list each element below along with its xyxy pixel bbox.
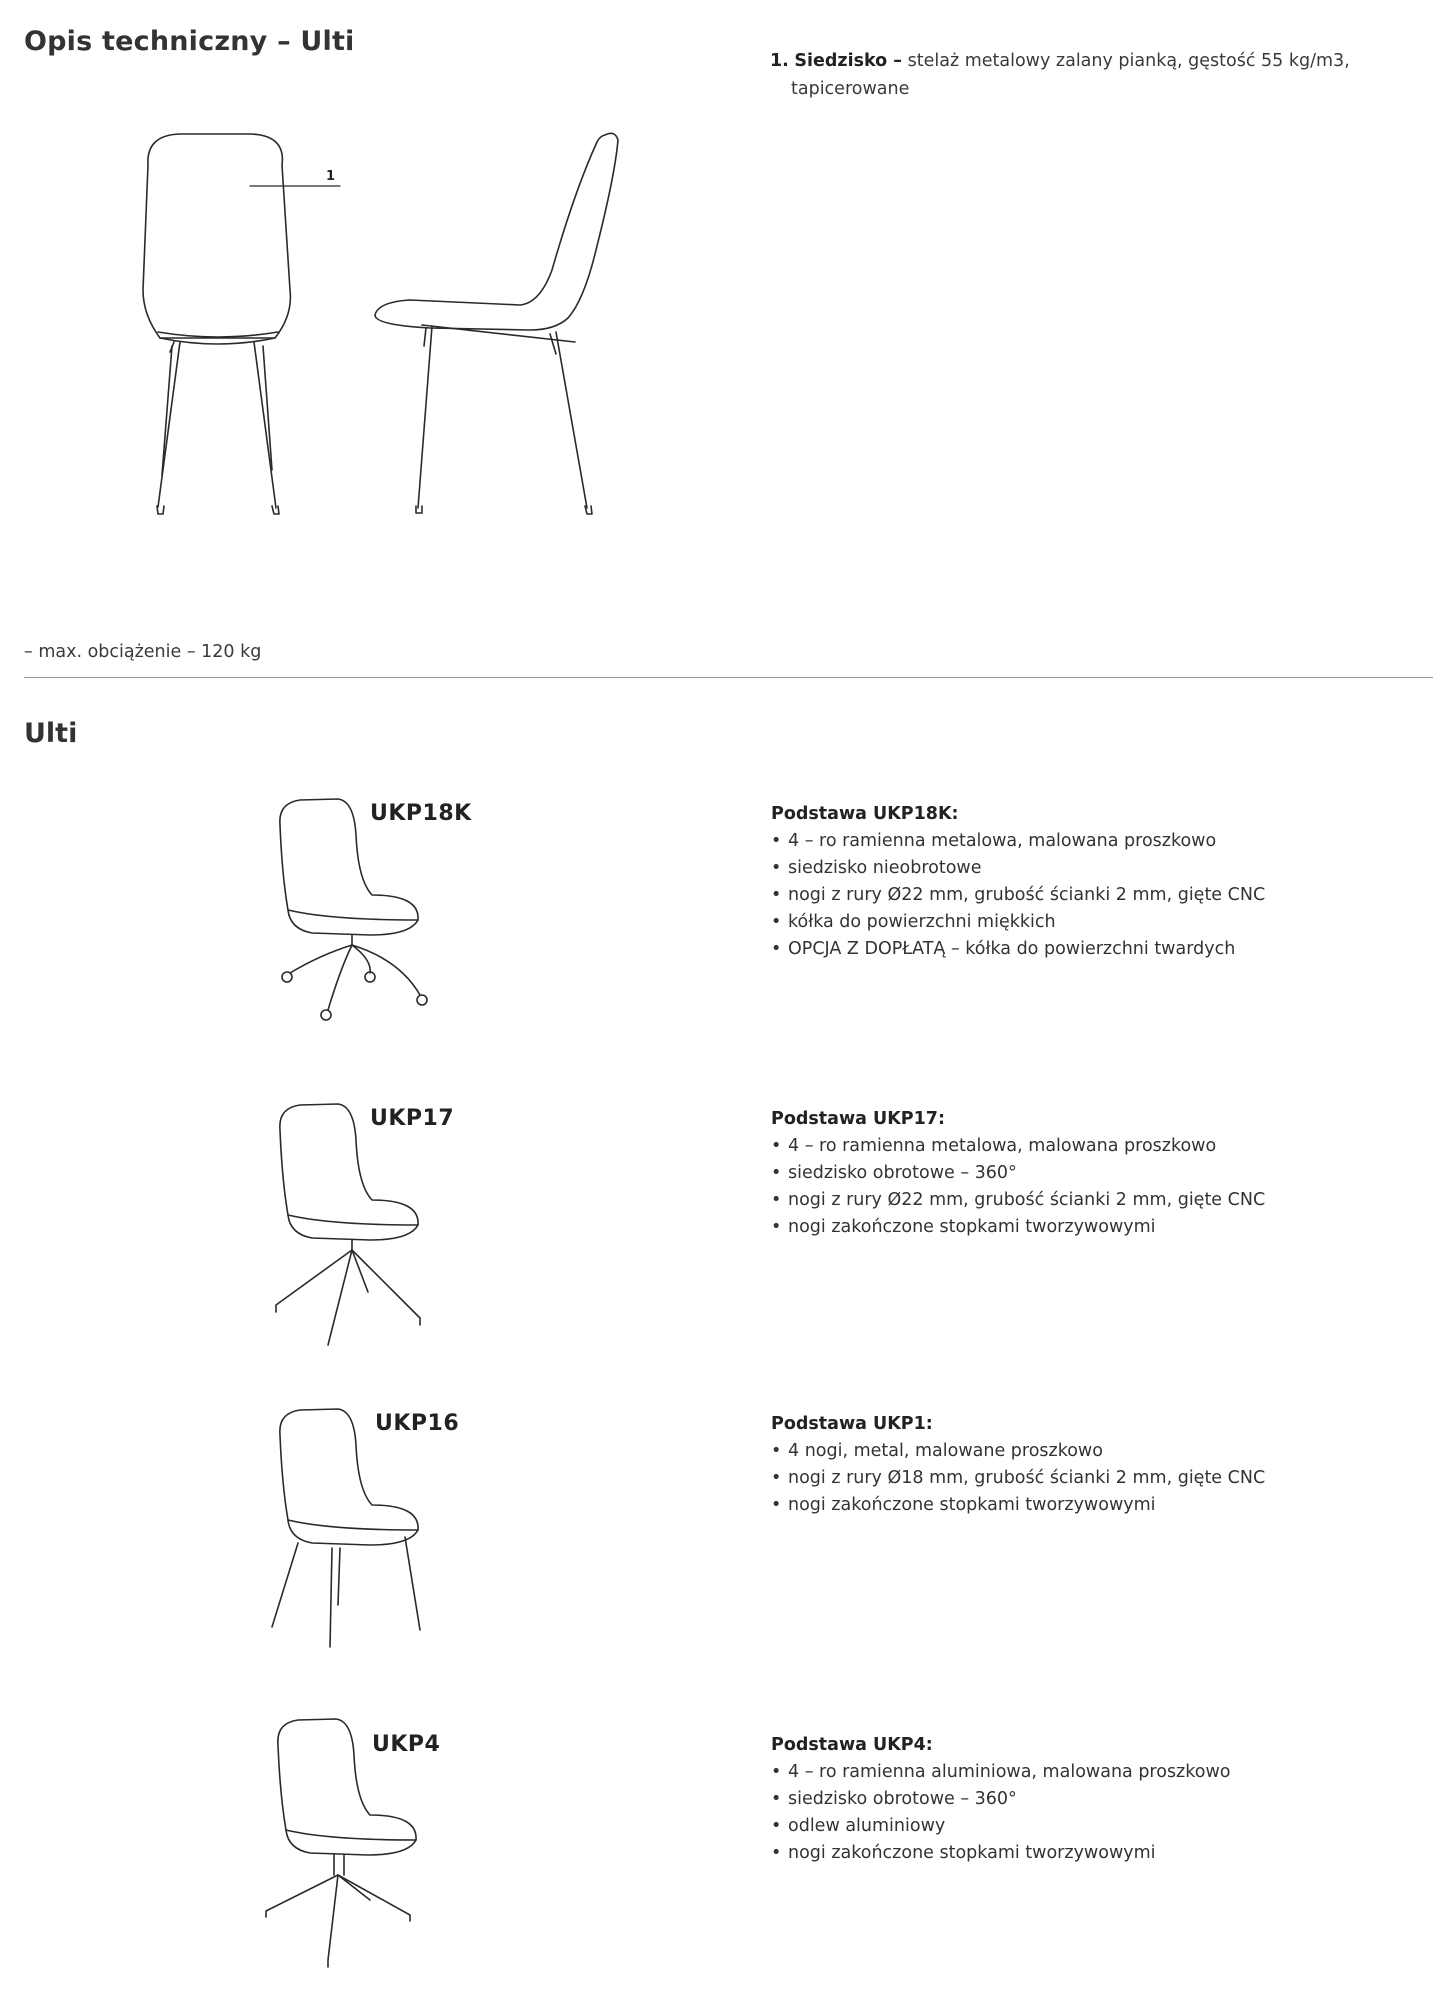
list-item: • nogi zakończone stopkami tworzywowymi	[771, 1840, 1230, 1867]
section-title: Ulti	[24, 718, 78, 749]
list-item: • nogi zakończone stopkami tworzywowymi	[771, 1214, 1265, 1241]
list-item: • siedzisko obrotowe – 360°	[771, 1786, 1230, 1813]
feature-list	[771, 1133, 1265, 1241]
model-ukp4-specs	[771, 1732, 1230, 1867]
chair-side-view	[375, 133, 618, 514]
feature-list	[771, 1438, 1265, 1519]
chair-ukp4-icon	[258, 1715, 478, 1980]
callout-label: 1	[326, 169, 336, 184]
list-item: • odlew aluminiowy	[771, 1813, 1230, 1840]
max-load-note: – max. obciążenie – 120 kg	[24, 642, 262, 662]
list-item: • 4 – ro ramienna metalowa, malowana proszkowo	[771, 1133, 1265, 1160]
list-item: • nogi zakończone stopkami tworzywowymi	[771, 1492, 1265, 1519]
spec-description: stelaż metalowy zalany pianką, gęstość 55 kg/m3,	[907, 51, 1350, 71]
model-code: UKP18K	[370, 801, 472, 826]
list-item: • 4 – ro ramienna aluminiowa, malowana proszkowo	[771, 1759, 1230, 1786]
base-title: Podstawa UKP4:	[771, 1735, 933, 1755]
section-divider	[24, 677, 1433, 678]
spec-part: Siedzisko –	[794, 51, 903, 71]
list-item: • OPCJA Z DOPŁATĄ – kółka do powierzchni twardych	[771, 936, 1265, 963]
model-ukp16-specs	[771, 1411, 1265, 1519]
base-title: Podstawa UKP18K:	[771, 804, 959, 824]
technical-drawing	[100, 120, 660, 530]
model-ukp4-figure	[258, 1715, 478, 1980]
spec-item-1	[770, 47, 1410, 103]
list-item: • 4 nogi, metal, malowane proszkowo	[771, 1438, 1265, 1465]
list-item: • 4 – ro ramienna metalowa, malowana proszkowo	[771, 828, 1265, 855]
list-item: • nogi z rury Ø22 mm, grubość ścianki 2 mm, gięte CNC	[771, 1187, 1265, 1214]
model-code: UKP4	[372, 1732, 441, 1757]
list-item: • siedzisko obrotowe – 360°	[771, 1160, 1265, 1187]
list-item: • nogi z rury Ø22 mm, grubość ścianki 2 mm, gięte CNC	[771, 882, 1265, 909]
spec-description-cont: tapicerowane	[791, 79, 910, 99]
model-code: UKP17	[370, 1106, 455, 1131]
model-ukp17-figure	[260, 1100, 480, 1360]
chair-ukp18k-icon	[260, 795, 480, 1045]
model-code: UKP16	[375, 1411, 460, 1436]
base-title: Podstawa UKP17:	[771, 1109, 945, 1129]
chair-ukp16-icon	[260, 1405, 480, 1675]
list-item: • kółka do powierzchni miękkich	[771, 909, 1265, 936]
list-item: • nogi z rury Ø18 mm, grubość ścianki 2 mm, gięte CNC	[771, 1465, 1265, 1492]
model-ukp18k-specs	[771, 801, 1265, 963]
page-title: Opis techniczny – Ulti	[24, 26, 355, 57]
model-ukp17-specs	[771, 1106, 1265, 1241]
model-ukp16-figure	[260, 1405, 480, 1675]
base-title: Podstawa UKP1:	[771, 1414, 933, 1434]
feature-list	[771, 1759, 1230, 1867]
chair-ukp17-icon	[260, 1100, 480, 1360]
chair-front-view	[143, 134, 340, 514]
list-item: • siedzisko nieobrotowe	[771, 855, 1265, 882]
spec-number: 1.	[770, 51, 789, 71]
model-ukp18k-figure	[260, 795, 480, 1045]
feature-list	[771, 828, 1265, 963]
